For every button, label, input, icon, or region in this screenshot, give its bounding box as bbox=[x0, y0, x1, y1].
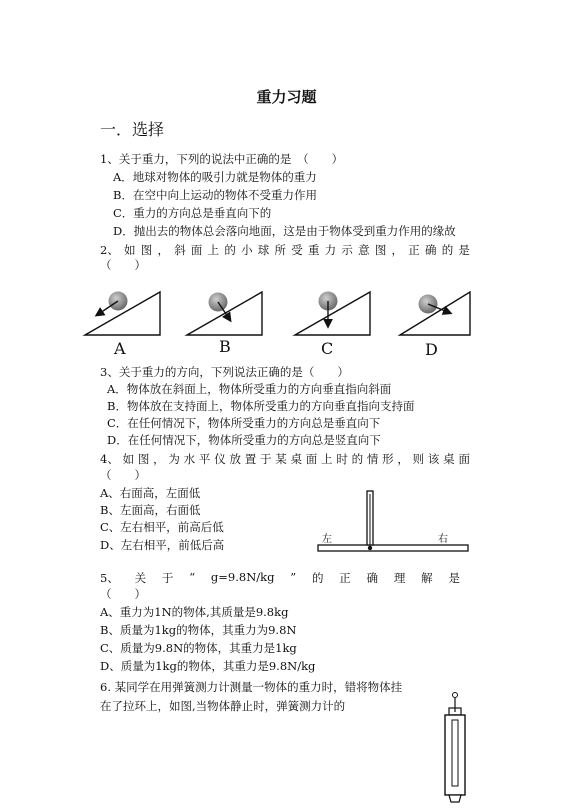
q2-stem-char: 小 bbox=[241, 243, 253, 257]
q5-stem-part: 关 bbox=[134, 571, 147, 585]
q4-stem-char: 平 bbox=[198, 452, 211, 466]
q2-figures bbox=[0, 283, 573, 363]
q4-stem-char: 桌 bbox=[443, 452, 455, 466]
q4-stem-char: 面 bbox=[305, 452, 318, 466]
q2-stem-char: 的 bbox=[441, 243, 454, 257]
q5-stem-part: 是 bbox=[448, 571, 460, 585]
table-right-label: 右 bbox=[438, 534, 448, 545]
q2-stem-char: 是 bbox=[458, 243, 470, 257]
q2-stem-char: 球 bbox=[257, 243, 270, 257]
q5-stem-part: 于 bbox=[161, 571, 174, 585]
q2-stem-char: 重 bbox=[307, 243, 320, 257]
q2-stem-char: 力 bbox=[324, 243, 337, 257]
q5-stem-part: 确 bbox=[366, 571, 379, 585]
q4-stem-char: 时 bbox=[336, 452, 348, 466]
q1-option-c: C．重力的方向总是垂直向下的 bbox=[113, 206, 272, 220]
q4-stem-char: 仪 bbox=[214, 452, 226, 466]
q4-stem-char: 情 bbox=[366, 452, 379, 466]
q2-stem-char: 示 bbox=[341, 243, 353, 257]
q5-stem-part: “ bbox=[189, 570, 196, 584]
level-figure bbox=[316, 488, 476, 563]
q1-stem: 1、关于重力，下列的说法中正确的是 （ ） bbox=[100, 152, 344, 166]
q2-stem-char: 上 bbox=[207, 243, 220, 257]
q4-stem-char: 的 bbox=[351, 452, 364, 466]
q4-stem bbox=[100, 451, 470, 467]
section-heading: 一．选择 bbox=[100, 120, 165, 139]
q5-stem-part: 正 bbox=[339, 571, 351, 585]
q3-option-a: A．物体放在斜面上，物体所受重力的方向垂直指向斜面 bbox=[107, 382, 392, 396]
q4-stem-char: 某 bbox=[275, 452, 287, 466]
q2-stem-char: 正 bbox=[408, 243, 420, 257]
q4-stem-char: 形 bbox=[382, 452, 394, 466]
q2-stem-char: 意 bbox=[358, 243, 370, 257]
incline-figure-c bbox=[295, 292, 370, 336]
q2-stem bbox=[100, 242, 470, 258]
q5-stem-part: g=9.8N/kg bbox=[210, 570, 275, 584]
q4-stem-char: 置 bbox=[244, 452, 257, 466]
q4-stem-char: 4、 bbox=[100, 452, 119, 466]
q6-line-1: 6. 某同学在用弹簧测力计测量一物体的重力时，错将物体挂 bbox=[100, 680, 403, 694]
q4-stem-char: 面 bbox=[458, 452, 470, 466]
q2-stem-char: 的 bbox=[224, 243, 236, 257]
page-title: 重力习题 bbox=[256, 88, 317, 106]
q4-stem-char: 放 bbox=[229, 452, 241, 466]
figure-label-d: D bbox=[425, 340, 438, 359]
incline-figure-d bbox=[400, 292, 470, 335]
q5-option-c: C、质量为9.8N的物体，其重力是1kg bbox=[100, 641, 297, 655]
q2-stem-char: 受 bbox=[291, 243, 303, 257]
q5-stem-part: 理 bbox=[393, 571, 406, 585]
q4-stem-char: 如 bbox=[122, 452, 135, 466]
q2-stem-char: ， bbox=[391, 243, 404, 257]
q4-stem-char: 为 bbox=[168, 452, 180, 466]
q2-paren: （ ） bbox=[100, 258, 146, 272]
figure-label-c: C bbox=[321, 339, 334, 358]
q2-stem-char: 斜 bbox=[174, 243, 186, 257]
q5-option-a: A、重力为1N的物体,其质量是9.8kg bbox=[100, 605, 289, 619]
q2-stem-char: 如 bbox=[124, 243, 136, 257]
q3-stem: 3、关于重力的方向，下列说法正确的是（ ） bbox=[100, 365, 349, 379]
q5-stem-part: 解 bbox=[421, 571, 433, 585]
incline-figure-b bbox=[187, 292, 262, 335]
q3-option-b: B．物体放在支持面上，物体所受重力的方向垂直指向支持面 bbox=[107, 399, 415, 413]
q5-stem-part: 5、 bbox=[100, 571, 119, 585]
q1-option-a: A．地球对物体的吸引力就是物体的重力 bbox=[113, 170, 317, 184]
scale-body bbox=[445, 715, 465, 795]
q2-stem-char: 图 bbox=[140, 243, 153, 257]
q3-option-c: C．在任何情况下，物体所受重力的方向总是垂直向下 bbox=[107, 416, 381, 430]
q5-paren: （ ） bbox=[100, 587, 146, 601]
q3-option-d: D．在任何情况下，物体所受重力的方向总是竖直向下 bbox=[107, 433, 381, 447]
q4-stem-char: ， bbox=[153, 452, 165, 466]
q2-stem-char: ， bbox=[157, 243, 169, 257]
q4-option-d: D、左右相平，前低后高 bbox=[100, 538, 225, 552]
q4-stem-char: 该 bbox=[427, 452, 440, 466]
q4-stem-char: 则 bbox=[412, 452, 425, 466]
table-left-label: 左 bbox=[322, 534, 332, 545]
spring-scale-figure bbox=[441, 690, 471, 805]
q4-stem-char: 于 bbox=[259, 452, 272, 466]
q1-option-d: D．抛出去的物体总会落向地面，这是由于物体受到重力作用的缘故 bbox=[113, 224, 456, 238]
figure-label-b: B bbox=[219, 337, 231, 356]
q2-stem-char: 面 bbox=[190, 243, 203, 257]
figure-label-a: A bbox=[114, 339, 126, 358]
plumb-bob-icon bbox=[368, 546, 372, 550]
q4-option-b: B、左面高，右面低 bbox=[100, 503, 201, 517]
q4-stem-char: 图 bbox=[137, 452, 150, 466]
q4-option-c: C、左右相平，前高后低 bbox=[100, 520, 224, 534]
q4-stem-char: 上 bbox=[321, 452, 333, 466]
q1-option-b: B．在空中向上运动的物体不受重力作用 bbox=[113, 188, 317, 202]
q2-stem-char: 所 bbox=[274, 243, 287, 257]
q5-stem-part: ” bbox=[290, 570, 297, 584]
q2-stem-char: 确 bbox=[424, 243, 437, 257]
q5-stem bbox=[100, 570, 460, 586]
q5-option-b: B、质量为1kg的物体，其重力为9.8N bbox=[100, 623, 297, 637]
q4-stem-char: ， bbox=[397, 452, 409, 466]
q5-option-d: D、质量为1kg的物体，其重力是9.8N/kg bbox=[100, 659, 316, 673]
q2-stem-char: 图 bbox=[374, 243, 387, 257]
q4-stem-char: 水 bbox=[183, 452, 196, 466]
q4-paren: （ ） bbox=[100, 468, 146, 482]
q4-option-a: A、右面高，左面低 bbox=[100, 486, 201, 500]
q2-stem-char: 2、 bbox=[100, 243, 119, 257]
incline-figure-a bbox=[85, 292, 160, 336]
q4-stem-char: 桌 bbox=[290, 452, 303, 466]
scale-hook-top-icon bbox=[453, 693, 458, 698]
q6-line-2: 在了拉环上，如图,当物体静止时，弹簧测力计的 bbox=[100, 699, 346, 713]
q5-stem-part: 的 bbox=[311, 571, 324, 585]
